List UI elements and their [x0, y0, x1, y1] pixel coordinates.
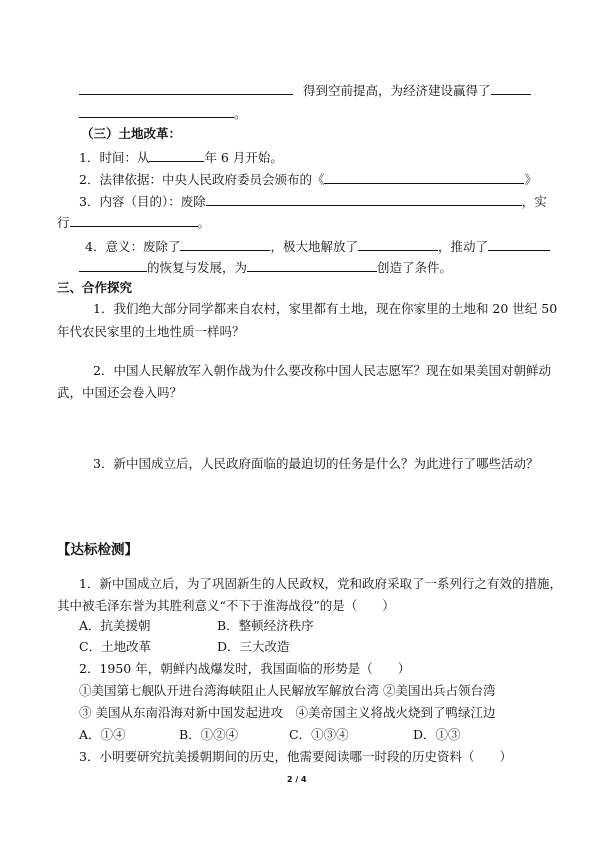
fill-line-1 [79, 81, 531, 99]
text: 行 [57, 215, 70, 230]
text: 的恢复与发展，为 [147, 260, 248, 275]
test-q2-option-b[interactable]: B．①②④ [179, 727, 239, 742]
test-q1-line-2: 其中被毛泽东誉为其胜利意义“不下于淮海战役”的是（ ） [57, 598, 395, 613]
section-land-reform-title: （三）土地改革： [81, 126, 182, 141]
cooperative-inquiry-title: 三、合作探究 [57, 280, 133, 295]
text: 1．时间：从 [79, 150, 150, 165]
blank[interactable] [149, 148, 204, 162]
blank[interactable] [324, 170, 524, 184]
page-number: 2 / 4 [287, 775, 307, 784]
text: 2．法律依据：中央人民政府委员会颁布的《 [79, 172, 325, 187]
question-4-significance [85, 237, 550, 255]
standard-test-title: 【达标检测】 [57, 542, 138, 558]
test-q1-option-d[interactable]: D．三大改造 [217, 639, 290, 654]
question-3-content-cont [57, 213, 210, 231]
text: 3．内容（目的）：废除 [79, 194, 206, 209]
blank[interactable] [79, 258, 147, 272]
inquiry-1-line-1: 1．我们绝大部分同学都来自农村，家里都有土地，现在你家里的土地和 20 世纪 50 [93, 301, 558, 316]
text: 。 [197, 215, 211, 230]
test-q1-line-1: 1．新中国成立后，为了巩固新生的人民政权，党和政府采取了一系列行之有效的措施， [79, 576, 562, 591]
test-q2: 2．1950 年，朝鲜内战爆发时，我国面临的形势是（ ） [79, 661, 411, 676]
question-3-content [79, 192, 547, 210]
question-2-legal-basis [79, 170, 537, 188]
text: ，推动了 [437, 239, 488, 254]
question-1-time [79, 148, 283, 166]
test-q2-statements-2: ③ 美国从东南沿海对新中国发起进攻 ④美帝国主义将战火烧到了鸭绿江边 [79, 705, 496, 720]
text: 。 [234, 106, 247, 121]
inquiry-2-line-1: 2．中国人民解放军入朝作战为什么要改称中国人民志愿军？现在如果美国对朝鲜动 [93, 363, 551, 378]
blank[interactable] [70, 213, 198, 227]
blank[interactable] [488, 237, 550, 251]
test-q1-option-a[interactable]: A．抗美援朝 [79, 618, 151, 633]
blank[interactable] [358, 237, 438, 251]
test-q2-statements-1: ①美国第七舰队开进台湾海峡阻止人民解放军解放台湾 ②美国出兵占领台湾 [79, 683, 496, 698]
blank[interactable] [206, 192, 522, 206]
blank[interactable] [79, 104, 234, 118]
text: ，极大地解放了 [270, 239, 358, 254]
inquiry-1-line-2: 年代农民家里的土地性质一样吗？ [57, 324, 245, 339]
blank[interactable] [79, 81, 293, 95]
test-q2-option-d[interactable]: D．①③ [413, 727, 461, 742]
text: 得到空前提高，为经济建设赢得了 [302, 83, 491, 98]
text: 创造了条件。 [377, 260, 453, 275]
fill-line-2 [79, 104, 247, 122]
text: ，实 [521, 194, 547, 209]
blank[interactable] [247, 258, 377, 272]
test-q1-option-c[interactable]: C．土地改革 [79, 639, 152, 654]
test-q2-option-c[interactable]: C．①③④ [289, 727, 349, 742]
test-q3: 3．小明要研究抗美援朝期间的历史，他需要阅读哪一时段的历史资料（ ） [79, 749, 512, 764]
blank[interactable] [180, 237, 270, 251]
blank[interactable] [491, 81, 531, 95]
test-q1-option-b[interactable]: B．整顿经济秩序 [217, 618, 314, 633]
text: 4．意义：废除了 [85, 239, 181, 254]
inquiry-3: 3．新中国成立后，人民政府面临的最迫切的任务是什么？为此进行了哪些活动？ [93, 456, 539, 471]
text: 》 [524, 172, 537, 187]
text: 年 6 月开始。 [204, 150, 283, 165]
test-q2-option-a[interactable]: A．①④ [79, 727, 126, 742]
question-4-significance-cont [79, 258, 452, 276]
inquiry-2-line-2: 武，中国还会卷入吗？ [57, 385, 183, 400]
